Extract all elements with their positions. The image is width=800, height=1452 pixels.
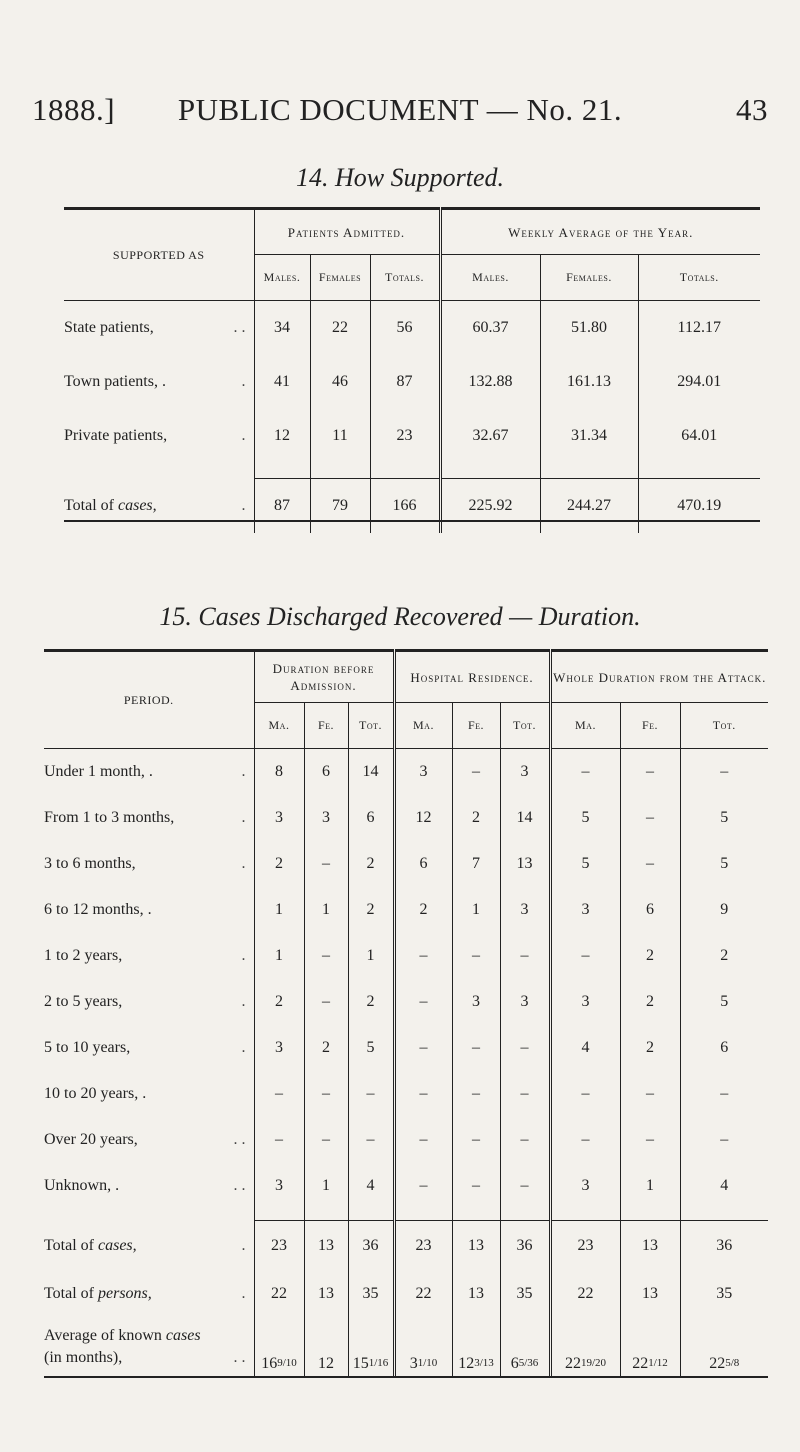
table15-col-fe: Fe. <box>452 703 500 749</box>
row-label-dots: . <box>241 1038 246 1056</box>
table-cell: – <box>720 762 729 780</box>
table-cell: 1 <box>304 1163 348 1209</box>
table-cell: 22 <box>254 1271 304 1317</box>
table-row <box>64 301 760 355</box>
average-fraction: 5/36 <box>518 1356 539 1369</box>
row-label-dots: . <box>241 1284 246 1302</box>
table-cell: 13 <box>304 1221 348 1271</box>
table-cell: 4 <box>550 1025 620 1071</box>
table-cell: 56 <box>370 301 440 355</box>
table-row <box>64 409 760 463</box>
table-cell: – <box>304 933 348 979</box>
row-label-text: Total of <box>44 1284 98 1302</box>
table-cell: 2 <box>254 979 304 1025</box>
average-fraction: 9/10 <box>277 1356 297 1369</box>
row-label <box>44 1221 254 1271</box>
table15-col-tot: Tot. <box>680 703 768 749</box>
row-label <box>44 1071 254 1117</box>
table-cell: 12 <box>394 795 452 841</box>
table-cell: – <box>254 1117 304 1163</box>
row-label-text: Average of known <box>44 1326 166 1344</box>
table-cell: 41 <box>254 355 310 409</box>
table15-col-fe: Fe. <box>620 703 680 749</box>
table-cell: 13 <box>620 1271 680 1317</box>
average-whole: 15 <box>352 1354 369 1372</box>
table-cell: 3 <box>254 1163 304 1209</box>
table-cell: – <box>304 841 348 887</box>
average-whole: 12 <box>318 1354 334 1372</box>
table-cell <box>680 1317 768 1377</box>
table15-col-ma: Ma. <box>550 703 620 749</box>
row-label-dots: . <box>241 854 246 872</box>
row-label-text: 5 to 10 years, <box>44 1038 131 1056</box>
table-cell: 46 <box>310 355 370 409</box>
row-label-text: 2 to 5 years, <box>44 992 123 1010</box>
table-cell: 225.92 <box>440 479 540 533</box>
row-label <box>44 1271 254 1317</box>
table-cell: – <box>452 749 500 795</box>
table-cell: 112.17 <box>677 318 721 336</box>
table-cell: – <box>500 1025 550 1071</box>
table14 <box>64 207 760 533</box>
table-cell: 13 <box>620 1221 680 1271</box>
table-cell: – <box>550 933 620 979</box>
table-cell: 1 <box>254 933 304 979</box>
row-label-italic: persons, <box>97 1284 152 1302</box>
average-whole: 6 <box>510 1354 519 1372</box>
table-cell: – <box>394 1163 452 1209</box>
table-cell: 23 <box>254 1221 304 1271</box>
table-spacer <box>64 463 760 479</box>
table-cell: 36 <box>500 1221 550 1271</box>
table-cell <box>452 1317 500 1377</box>
table-cell: – <box>394 1025 452 1071</box>
table-total-row <box>44 1271 768 1317</box>
table15-col-ma: Ma. <box>394 703 452 749</box>
table-cell: – <box>720 1084 729 1102</box>
row-label-italic: cases, <box>97 1236 137 1254</box>
table-row <box>44 841 768 887</box>
table-cell: – <box>500 1071 550 1117</box>
table15-bottom-rule <box>44 1376 768 1378</box>
table-row <box>44 1117 768 1163</box>
table-cell: 22 <box>310 301 370 355</box>
table-cell: 1 <box>254 887 304 933</box>
table-cell: 3 <box>550 979 620 1025</box>
row-label <box>44 1117 254 1163</box>
table14-col-weekly-totals: Totals. <box>638 255 760 301</box>
table-cell: – <box>254 1071 304 1117</box>
table-cell: – <box>394 979 452 1025</box>
table15-col-tot: Tot. <box>348 703 394 749</box>
table14-col-males: Males. <box>254 255 310 301</box>
table-cell: 2 <box>452 795 500 841</box>
table14-bottom-rule <box>64 520 760 522</box>
table-cell: 5 <box>720 992 729 1010</box>
table-row <box>44 1025 768 1071</box>
table-cell: 6 <box>720 1038 729 1056</box>
header-document-title: PUBLIC DOCUMENT — No. 21. <box>177 92 623 127</box>
table-cell: 64.01 <box>681 426 718 444</box>
row-label-text: Over 20 years, <box>44 1130 138 1148</box>
average-whole: 22 <box>709 1354 726 1372</box>
table-cell: 3 <box>254 795 304 841</box>
row-label-text: 10 to 20 years, . <box>44 1084 147 1102</box>
table-cell: 8 <box>254 749 304 795</box>
table-cell: 5 <box>720 854 729 872</box>
table-cell: 161.13 <box>540 355 638 409</box>
table-cell: 22 <box>550 1271 620 1317</box>
table-cell: 6 <box>348 795 394 841</box>
table-row <box>44 979 768 1025</box>
table15-title: 15. Cases Discharged Recovered — Duration. <box>159 602 641 631</box>
table-cell: 4 <box>720 1176 729 1194</box>
table-cell: – <box>452 1163 500 1209</box>
average-whole: 3 <box>409 1354 418 1372</box>
table-cell: – <box>620 1117 680 1163</box>
row-label-text: 3 to 6 months, <box>44 854 136 872</box>
table-cell: 2 <box>720 946 729 964</box>
row-label-text: (in months), <box>44 1348 123 1366</box>
row-label-text: Town patients, . <box>64 372 166 390</box>
table-cell: – <box>500 1117 550 1163</box>
table-cell: – <box>550 1117 620 1163</box>
table-cell: 3 <box>500 979 550 1025</box>
average-whole: 22 <box>564 1354 581 1372</box>
table-cell: – <box>620 1071 680 1117</box>
table14-col-weekly-females: Females. <box>540 255 638 301</box>
average-whole: 16 <box>261 1354 278 1372</box>
table-cell: 3 <box>304 795 348 841</box>
table-cell: 31.34 <box>540 409 638 463</box>
table-row <box>44 749 768 795</box>
table-cell <box>348 1317 394 1377</box>
row-label <box>44 1317 254 1377</box>
row-label <box>44 933 254 979</box>
table-cell <box>500 1317 550 1377</box>
table-cell: 470.19 <box>677 496 722 514</box>
table15-stub-header: PERIOD. <box>44 651 254 749</box>
table-cell: – <box>348 1117 394 1163</box>
table-cell: 5 <box>348 1025 394 1071</box>
table-cell: 3 <box>452 979 500 1025</box>
table-cell: 12 <box>254 409 310 463</box>
row-label-text: Under 1 month, . <box>44 762 153 780</box>
table-total-row <box>44 1221 768 1271</box>
table-cell: – <box>620 841 680 887</box>
table14-col-females: Females <box>310 255 370 301</box>
table14-col-totals: Totals. <box>370 255 440 301</box>
table-cell: – <box>348 1071 394 1117</box>
table-cell: – <box>500 1163 550 1209</box>
row-label-text: Total of <box>64 496 118 514</box>
page-header <box>32 92 768 128</box>
table-cell: 2 <box>620 1025 680 1071</box>
table-cell <box>394 1317 452 1377</box>
table-cell: 3 <box>550 1163 620 1209</box>
row-label <box>44 749 254 795</box>
table-cell: 23 <box>370 409 440 463</box>
table-cell: 87 <box>254 479 310 533</box>
table-cell: – <box>500 933 550 979</box>
table-cell: – <box>304 1117 348 1163</box>
table-cell: 7 <box>452 841 500 887</box>
row-label-dots: . <box>241 992 246 1010</box>
table-cell: 2 <box>304 1025 348 1071</box>
row-label <box>64 301 254 355</box>
table-row <box>64 355 760 409</box>
table-cell: – <box>620 749 680 795</box>
row-label-text: 1 to 2 years, <box>44 946 123 964</box>
table-cell: 13 <box>304 1271 348 1317</box>
table-cell: 13 <box>500 841 550 887</box>
table-average-row <box>44 1317 768 1377</box>
table15-col-ma: Ma. <box>254 703 304 749</box>
table-cell: 60.37 <box>440 301 540 355</box>
average-fraction: 3/13 <box>474 1356 494 1369</box>
row-label-line2 <box>44 1347 254 1369</box>
row-label-text: Total of <box>44 1236 98 1254</box>
table-cell: 35 <box>348 1271 394 1317</box>
row-label-text: State patients, <box>64 318 154 336</box>
header-year: 1888.] <box>32 92 116 127</box>
table15-group-before-admission: Duration before Admission. <box>254 651 394 703</box>
table-cell: – <box>304 1071 348 1117</box>
table-cell: 2 <box>348 841 394 887</box>
table14-stub-header: SUPPORTED AS <box>64 209 254 301</box>
table15-col-tot: Tot. <box>500 703 550 749</box>
table-cell: 36 <box>716 1236 733 1254</box>
table-cell: 34 <box>254 301 310 355</box>
row-label-dots: . . <box>233 1130 246 1148</box>
table-cell: 166 <box>370 479 440 533</box>
table-cell <box>254 1317 304 1377</box>
row-label <box>44 887 254 933</box>
table-row <box>44 795 768 841</box>
table-cell: 5 <box>720 808 729 826</box>
table-cell: 22 <box>394 1271 452 1317</box>
table-cell: 23 <box>550 1221 620 1271</box>
table-cell: 6 <box>394 841 452 887</box>
row-label <box>64 355 254 409</box>
row-label-italic: cases <box>165 1326 201 1344</box>
table-cell: – <box>304 979 348 1025</box>
row-label-dots: . <box>241 808 246 826</box>
row-label-text: Unknown, . <box>44 1176 120 1194</box>
table-cell: 2 <box>348 979 394 1025</box>
table14-title: 14. How Supported. <box>296 163 504 192</box>
table-cell: 2 <box>620 933 680 979</box>
table-row <box>44 1163 768 1209</box>
row-label-dots: . <box>241 946 246 964</box>
table-cell: 51.80 <box>540 301 638 355</box>
table-cell: 23 <box>394 1221 452 1271</box>
table-spacer <box>44 1209 768 1221</box>
table-cell: 3 <box>500 887 550 933</box>
table-cell: 11 <box>310 409 370 463</box>
table15-group-hospital-residence: Hospital Residence. <box>394 651 550 703</box>
table-cell: 13 <box>452 1271 500 1317</box>
row-label-dots: . . <box>233 1348 246 1366</box>
row-label <box>44 1025 254 1071</box>
row-label-dots: . <box>241 762 246 780</box>
table-cell: 14 <box>500 795 550 841</box>
table-cell: – <box>452 1117 500 1163</box>
average-fraction: 5/8 <box>725 1356 740 1369</box>
row-label-dots: . <box>241 1236 246 1254</box>
table-cell: 6 <box>304 749 348 795</box>
row-label-dots: . <box>241 372 246 390</box>
table-cell: 6 <box>620 887 680 933</box>
table-cell: 3 <box>394 749 452 795</box>
row-label <box>64 479 254 533</box>
table14-group-admitted: Patients Admitted. <box>254 209 440 255</box>
row-label <box>44 1163 254 1209</box>
table-cell <box>550 1317 620 1377</box>
table-cell: – <box>394 1117 452 1163</box>
table-cell: 1 <box>452 887 500 933</box>
row-label <box>44 795 254 841</box>
table15 <box>44 649 768 1377</box>
table-cell: 3 <box>500 749 550 795</box>
table-cell: 35 <box>716 1284 733 1302</box>
average-fraction: 1/16 <box>368 1356 389 1369</box>
table-cell: 2 <box>254 841 304 887</box>
row-label <box>44 841 254 887</box>
table-cell: 36 <box>348 1221 394 1271</box>
row-label-dots: . <box>241 496 246 514</box>
table-total-row <box>64 479 760 533</box>
table-cell: – <box>620 795 680 841</box>
table-cell: 1 <box>348 933 394 979</box>
table-cell: 4 <box>348 1163 394 1209</box>
table-cell: 3 <box>254 1025 304 1071</box>
table-cell: 5 <box>550 841 620 887</box>
table-cell: – <box>452 933 500 979</box>
table-cell: 32.67 <box>440 409 540 463</box>
table-cell: – <box>452 1025 500 1071</box>
table-cell <box>620 1317 680 1377</box>
table-cell <box>304 1317 348 1377</box>
table14-group-weekly: Weekly Average of the Year. <box>440 209 760 255</box>
average-fraction: 1/10 <box>417 1356 438 1369</box>
table-cell: 2 <box>348 887 394 933</box>
table-row <box>44 933 768 979</box>
table-cell: – <box>394 933 452 979</box>
row-label-text: Private patients, <box>64 426 168 444</box>
table-cell: 13 <box>452 1221 500 1271</box>
table-cell: 9 <box>720 900 729 918</box>
table-row <box>44 1071 768 1117</box>
row-label-text: 6 to 12 months, . <box>44 900 152 918</box>
table-cell: 87 <box>370 355 440 409</box>
table-cell: 132.88 <box>440 355 540 409</box>
table-cell: – <box>394 1071 452 1117</box>
row-label <box>44 979 254 1025</box>
row-label-line1 <box>44 1325 254 1347</box>
average-whole: 12 <box>458 1354 475 1372</box>
table-cell: 3 <box>550 887 620 933</box>
table-cell: 2 <box>620 979 680 1025</box>
row-label-dots: . . <box>233 1176 246 1194</box>
table-cell: 14 <box>348 749 394 795</box>
table14-col-weekly-males: Males. <box>440 255 540 301</box>
row-label-dots: . . <box>233 318 246 336</box>
table-cell: 79 <box>310 479 370 533</box>
average-fraction: 1/12 <box>648 1356 668 1369</box>
table-cell: – <box>452 1071 500 1117</box>
table-cell: 294.01 <box>677 372 722 390</box>
table-cell: 1 <box>620 1163 680 1209</box>
table-cell: 1 <box>304 887 348 933</box>
header-page-number: 43 <box>736 92 768 127</box>
table15-group-whole-duration: Whole Duration from the Attack. <box>550 651 768 703</box>
average-fraction: 19/20 <box>580 1356 607 1369</box>
table-cell: – <box>720 1130 729 1148</box>
average-whole: 22 <box>632 1354 649 1372</box>
table-cell: 35 <box>500 1271 550 1317</box>
table-cell: 2 <box>394 887 452 933</box>
row-label-text: From 1 to 3 months, <box>44 808 175 826</box>
table-cell: – <box>550 749 620 795</box>
table-cell: 5 <box>550 795 620 841</box>
table15-col-fe: Fe. <box>304 703 348 749</box>
table-cell: 244.27 <box>540 479 638 533</box>
row-label <box>64 409 254 463</box>
table-row <box>44 887 768 933</box>
row-label-italic: cases, <box>117 496 157 514</box>
row-label-dots: . <box>241 426 246 444</box>
table-cell: – <box>550 1071 620 1117</box>
